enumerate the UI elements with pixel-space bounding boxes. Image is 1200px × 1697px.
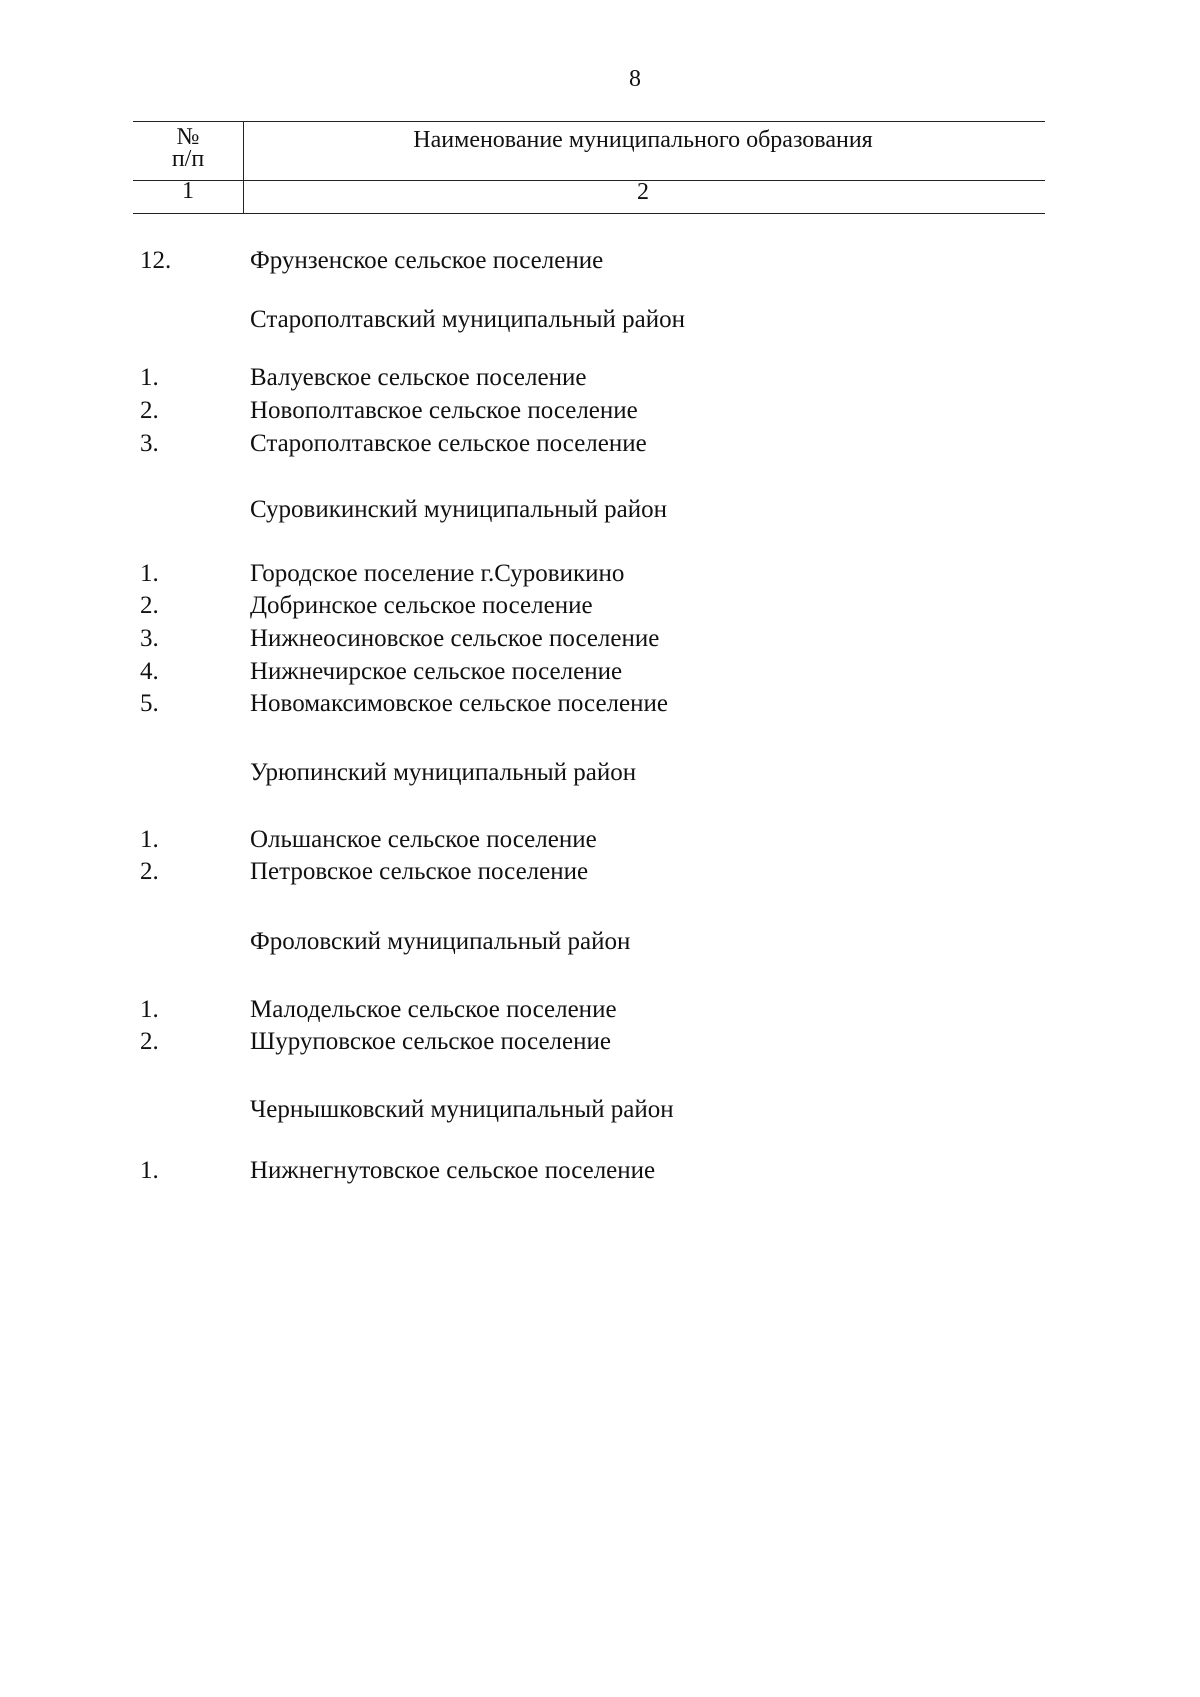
item-number: 3. <box>140 625 159 652</box>
item-number: 1. <box>140 364 159 391</box>
item-number: 5. <box>140 690 159 717</box>
item-name: Нижнечирское сельское поселение <box>250 658 623 685</box>
item-name: Добринское сельское поселение <box>250 592 593 619</box>
list-item <box>0 430 1200 460</box>
header-col1-line2: п/п <box>171 146 205 172</box>
district-heading: Фроловский муниципальный район <box>250 928 631 955</box>
item-name: Новомаксимовское сельское поселение <box>250 690 668 717</box>
district-heading: Старополтавский муниципальный район <box>250 306 685 333</box>
list-item <box>0 826 1200 856</box>
district-heading: Суровикинский муниципальный район <box>250 496 667 523</box>
item-number: 1. <box>140 1157 159 1184</box>
list-item <box>0 560 1200 590</box>
district-heading: Чернышковский муниципальный район <box>250 1096 674 1123</box>
item-number: 1. <box>140 996 159 1023</box>
page-number: 8 <box>629 66 641 92</box>
header-col2-title: Наименование муниципального образования <box>413 127 873 153</box>
header-bottom-rule <box>133 213 1045 214</box>
list-item <box>0 397 1200 427</box>
item-name: Ольшанское сельское поселение <box>250 826 597 853</box>
header-col2-index: 2 <box>637 179 649 205</box>
district-heading: Урюпинский муниципальный район <box>250 759 637 786</box>
header-top-rule <box>133 121 1045 122</box>
item-name: Петровское сельское поселение <box>250 858 589 885</box>
item-number: 2. <box>140 1028 159 1055</box>
item-number: 1. <box>140 826 159 853</box>
list-item <box>0 690 1200 720</box>
item-name: Нижнегнутовское сельское поселение <box>250 1157 656 1184</box>
item-name: Малодельское сельское поселение <box>250 996 617 1023</box>
item-number: 4. <box>140 658 159 685</box>
list-item <box>0 858 1200 888</box>
list-item <box>0 1028 1200 1058</box>
list-item <box>0 1157 1200 1187</box>
item-number: 2. <box>140 858 159 885</box>
header-col1-line1: № <box>176 124 200 150</box>
item-number: 3. <box>140 430 159 457</box>
item-number: 2. <box>140 592 159 619</box>
header-col1-title <box>133 126 243 170</box>
item-name: Фрунзенское сельское поселение <box>250 247 604 274</box>
list-item <box>0 625 1200 655</box>
header-col1-index: 1 <box>182 178 194 204</box>
list-item <box>0 247 1200 277</box>
item-name: Шуруповское сельское поселение <box>250 1028 611 1055</box>
list-item <box>0 996 1200 1026</box>
item-name: Новополтавское сельское поселение <box>250 397 638 424</box>
item-number: 2. <box>140 397 159 424</box>
item-number: 1. <box>140 560 159 587</box>
list-item <box>0 592 1200 622</box>
item-name: Нижнеосиновское сельское поселение <box>250 625 660 652</box>
item-number: 12. <box>140 247 172 274</box>
item-name: Городское поселение г.Суровикино <box>250 560 625 587</box>
list-item <box>0 658 1200 688</box>
item-name: Старополтавское сельское поселение <box>250 430 647 457</box>
item-name: Валуевское сельское поселение <box>250 364 587 391</box>
list-item <box>0 364 1200 394</box>
